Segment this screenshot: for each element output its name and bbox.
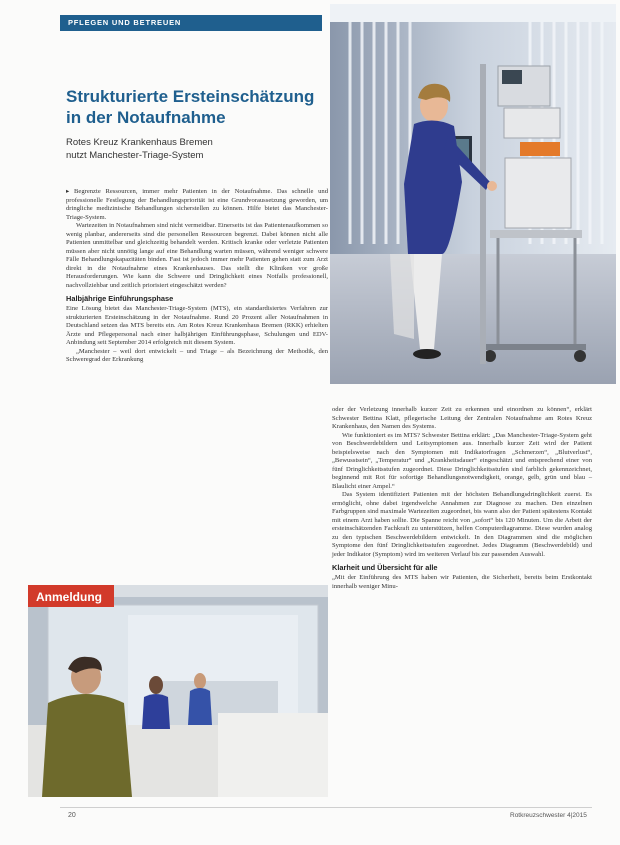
body-paragraph: „Manchester – weil dort entwickelt – und Triage – als Bezeichnung der Methodik, den Schweregrad der Erkrankung	[66, 347, 328, 363]
subheading: Halbjährige Einführungsphase	[66, 294, 174, 303]
title-line-1: Strukturierte Ersteinschätzung	[66, 87, 315, 106]
reception-sign-text: Anmeldung	[36, 590, 102, 604]
body-paragraph: „Mit der Einführung des MTS haben wir Patienten, die Sicherheit, bereits beim Erstkontakt innerhalb weniger Minu-	[332, 574, 592, 590]
column-right	[332, 406, 592, 591]
footer-rule	[60, 807, 592, 808]
intro-paragraph: ▸ Begrenzte Ressourcen, immer mehr Patienten in der Notaufnahme. Das schnelle und professionelle Festlegung der Behandlungspriorität ist eine Grundvoraussetzung geworden, um dringliche medizinische Behandlungen sicherstellen zu können. Hilfe bietet das Manchester-Triage-System.	[66, 188, 328, 221]
page-number: 20	[68, 812, 76, 819]
photo-nurse-with-equipment	[330, 4, 616, 384]
subheading: Klarheit und Übersicht für alle	[332, 563, 438, 572]
body-paragraph: Wartezeiten in Notaufnahmen sind nicht vermeidbar. Einerseits ist das Patientenaufkommen so wenig planbar, andererseits sind die personellen Ressourcen begrenzt. Dabei können nicht alle Patienten unmittelbar und gleichzeitig behandelt werden. Kritisch kranke oder verletzte Patienten müssen aber nicht unnötig lange auf eine Behandlung warten müssen, während weniger schwere Fälle Behandlungskapazitäten binden. Fast ist jedoch immer mehr Patienten gehen statt zum Arzt direkt in die Notaufnahme eines Krankenhauses. Das stellt die Kliniken vor große Herausforderungen. Wie kann die Schwere und Dringlichkeit eines Notfalls professionell, nachvollziehbar und zeitlich priorisiert eingeschätzt werden?	[66, 222, 328, 289]
section-label: PFLEGEN UND BETREUEN	[68, 18, 182, 27]
journal-name: Rotkreuzschwester 4|2015	[510, 812, 587, 819]
article-title	[66, 86, 336, 128]
photo-reception-graphic	[28, 585, 328, 797]
photo-reception-desk	[28, 585, 328, 797]
section-label-bar	[60, 15, 322, 31]
subtitle-line-1: Rotes Kreuz Krankenhaus Bremen	[66, 137, 213, 148]
title-line-2: in der Notaufnahme	[66, 108, 226, 127]
column-left	[66, 188, 328, 365]
body-paragraph: Eine Lösung bietet das Manchester-Triage-System (MTS), ein standardisiertes Verfahren zur strukturierten Ersteinschätzung in der Notaufnahme. Rund 20 Prozent aller Notaufnahmen in Deutschland setzen das MTS bereits ein. Am Rotes Kreuz Krankenhaus Bremen (RKK) erhielten Ärzte und Pflegepersonal nach einer halbjährigen Einführungsphase, Schulungen und EDV-Anbindung seit September 2014 erfolgreich mit diesem System.	[66, 305, 328, 346]
subtitle-line-2: nutzt Manchester-Triage-System	[66, 150, 204, 161]
article-subtitle	[66, 136, 336, 162]
body-paragraph: Wie funktioniert es im MTS? Schwester Bettina erklärt: „Das Manchester-Triage-System geht von Beschwerdebildern und Leitsymptomen aus. Innerhalb kurzer Zeit wird der Patient beispielsweise nach den Symptomen mit Indikatorfragen „Schmerzen“, „Blutverlust“, „Bewusstsein“, „Temperatur“ und „Krankheitsdauer“ eingeschätzt und entsprechend einer von fünf Dringlichkeitsstufen zugeordnet. Diese Dringlichkeitsstufen sind farblich gekennzeichnet, beginnend mit Rot für sofortige Behandlungsnotwendigkeit, orange, gelb, grün und blau – Blaulicht einer Ampel.“	[332, 431, 592, 490]
body-paragraph: Das System identifiziert Patienten mit der höchsten Behandlungsdringlichkeit zuerst. Es ermöglicht, ohne dabei irgendwelche Annahmen zur Diagnose zu machen. Den einzelnen Farbgruppen sind maximale Wartezeiten zugeordnet, bis wann also der Patient spätestens Kontakt mit einem Arzt haben sollte. Die Spanne reicht von „sofort“ bis 120 Minuten. Um die Arbeit der ersteinschätzenden Fachkraft zu unterstützen, helfen Computerdiagramme. Diese wurden analog zu den typischen Beschwerdebildern entwickelt. In den Diagrammen sind die möglichen Symptome den fünf Dringlichkeitsstufen zugeordnet. Jedes Diagramm (Beschwerdebild) und jeder Indikator (Symptom) wird im weiteren Verlauf bis zur passenden Auswahl.	[332, 491, 592, 558]
photo-nurse-graphic	[330, 4, 616, 384]
body-paragraph: oder der Verletzung innerhalb kurzer Zeit zu erkennen und einordnen zu können“, erklärt Schwester Bettina Klatt, pflegerische Leitung der Zentralen Notaufnahme am Rotes Kreuz Krankenhaus, den Namen des Systems.	[332, 406, 592, 430]
